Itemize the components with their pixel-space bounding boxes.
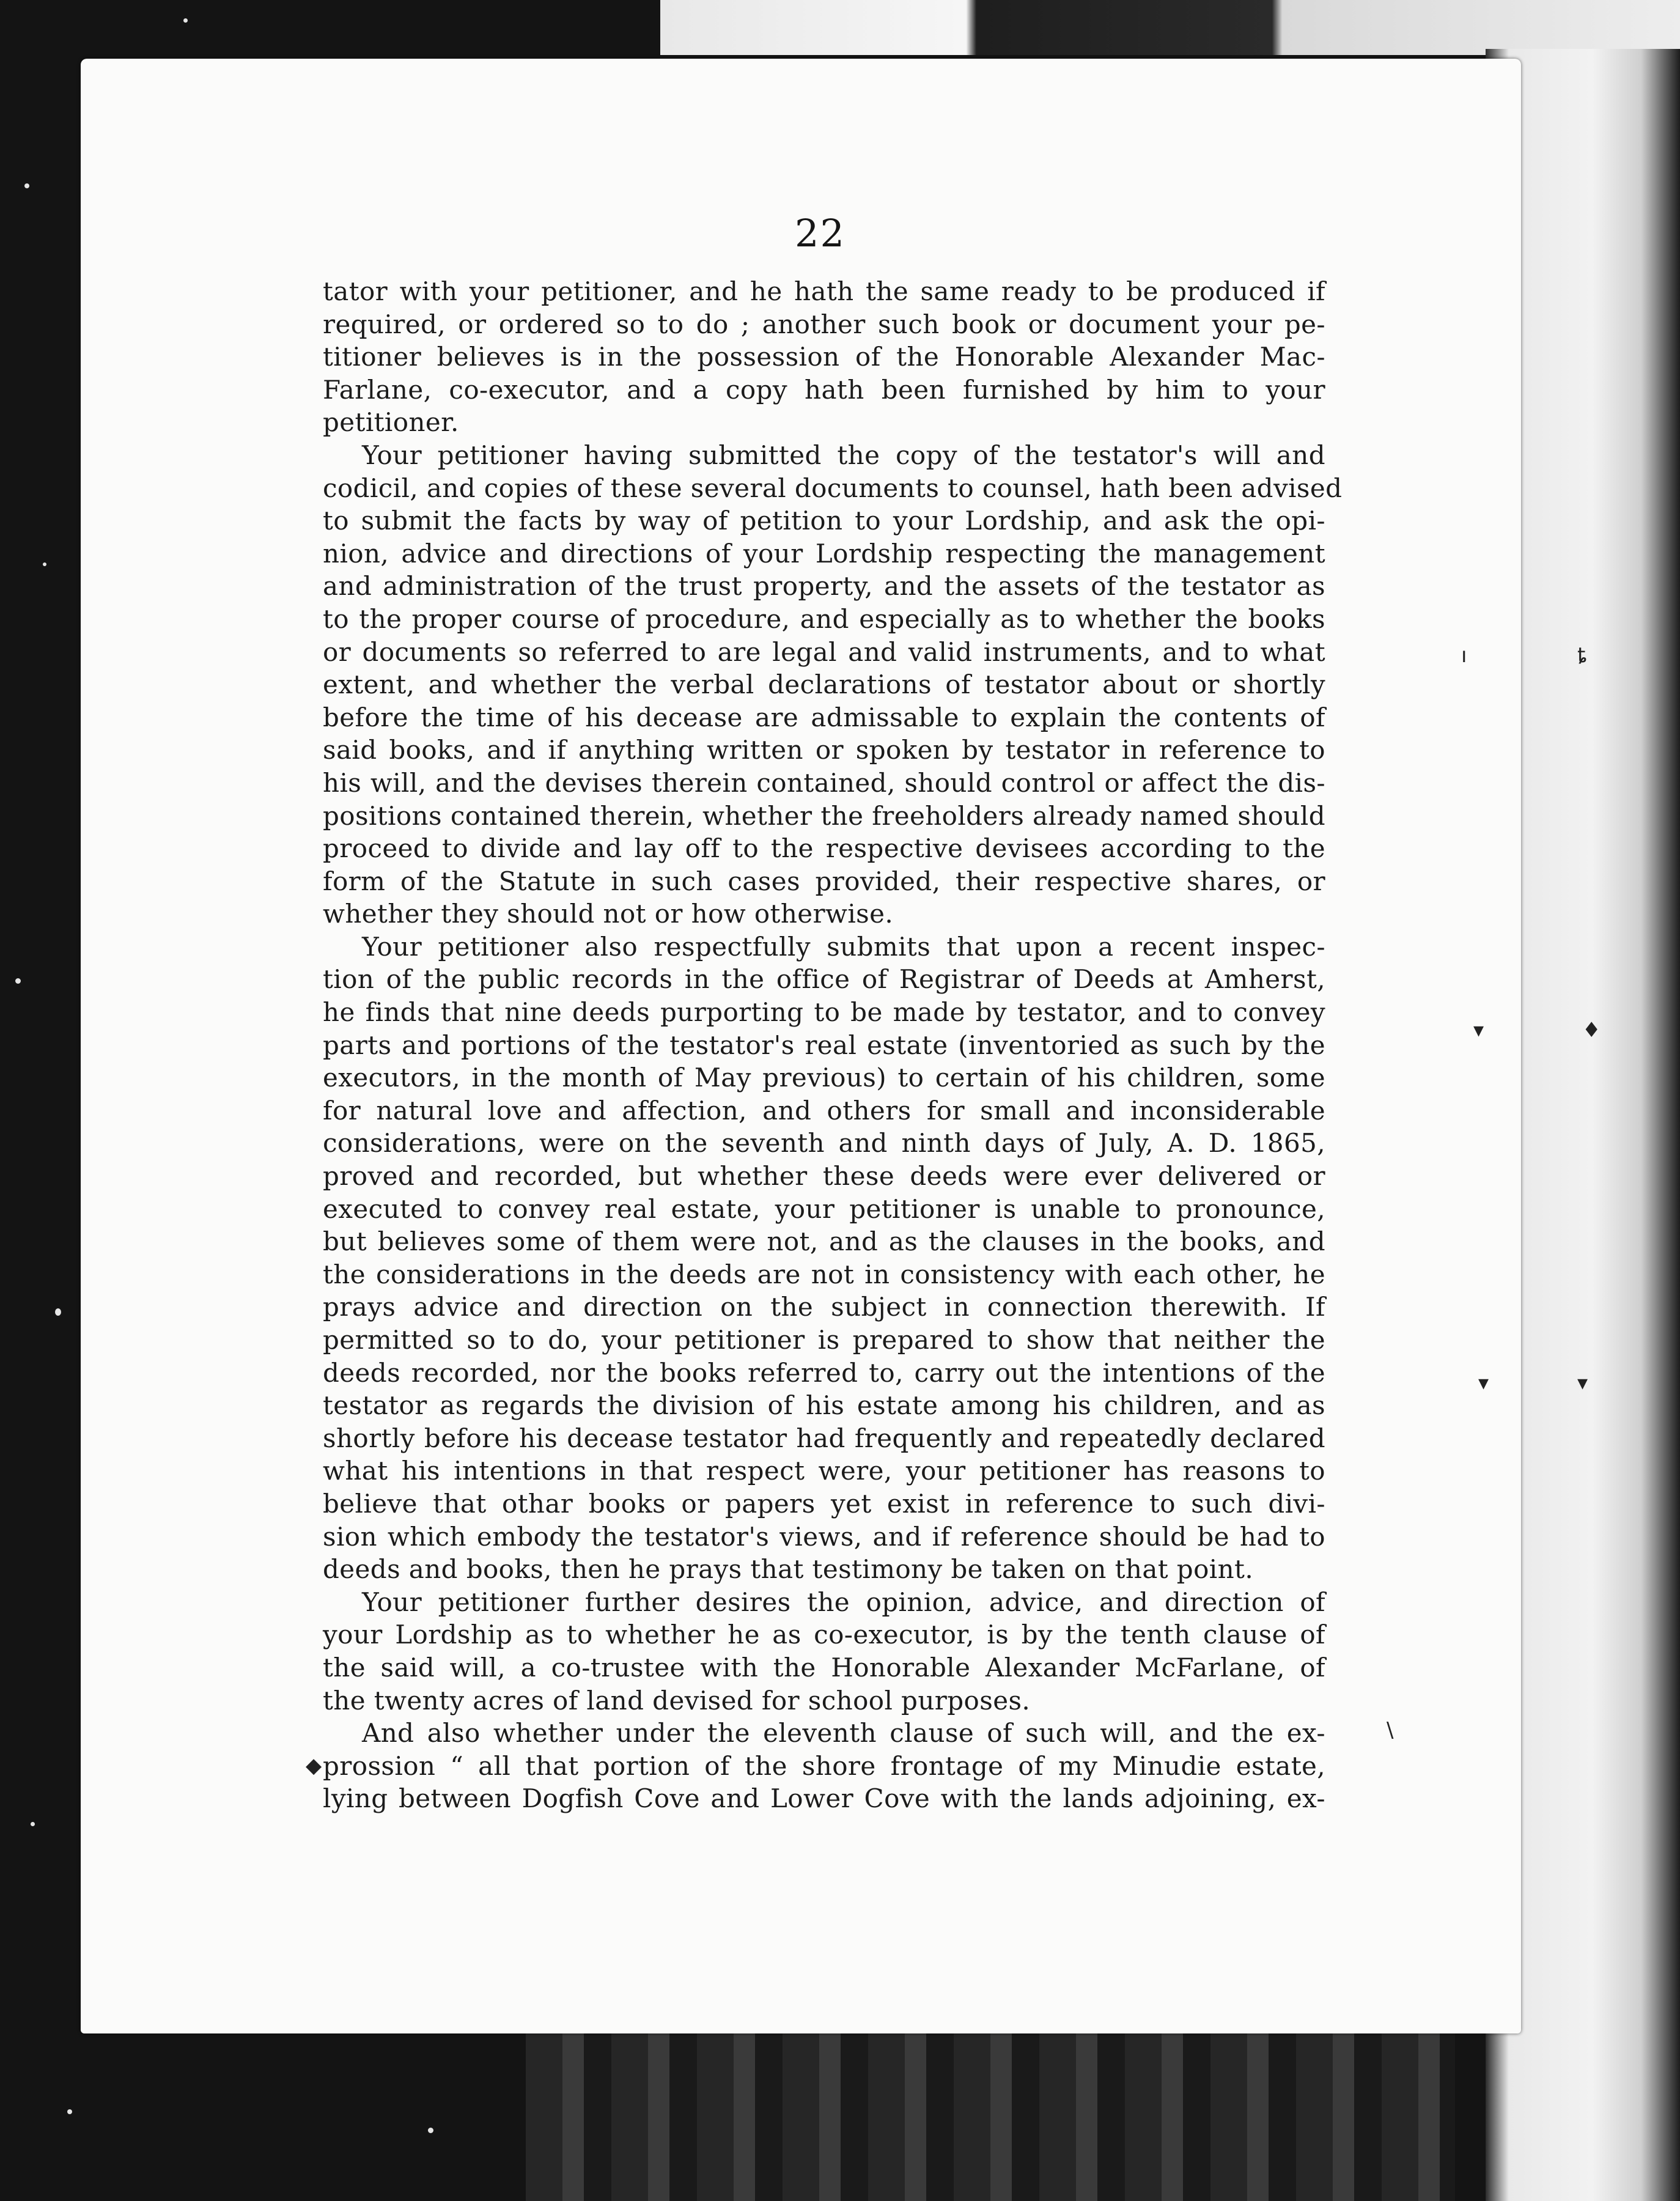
text-line: believe that othar books or papers yet exist in reference to such divi- [323, 1488, 1325, 1519]
text-line: deeds recorded, nor the books referred to, carry out the intentions of the [323, 1357, 1325, 1388]
text-line: required, or ordered so to do ; another such book or document your pe- [323, 309, 1325, 339]
text-line: to submit the facts by way of petition to your Lordship, and ask the opi- [323, 506, 1325, 536]
margin-mark: \ [1387, 1718, 1394, 1742]
text-line: Your petitioner having submitted the copy of the testator's will and [362, 440, 1325, 470]
film-speck [428, 2128, 433, 2133]
text-line: form of the Statute in such cases provided, their respective shares, or [323, 866, 1325, 896]
scan-background-bottom [526, 2018, 1455, 2201]
text-line: said books, and if anything written or spoken by testator in reference to [323, 735, 1325, 765]
text-line: extent, and whether the verbal declarations of testator about or shortly [323, 669, 1325, 700]
text-line: nion, advice and directions of your Lordship respecting the management [323, 538, 1325, 569]
text-line: testator as regards the division of his estate among his children, and as [323, 1390, 1325, 1421]
text-line: proved and recorded, but whether these deeds were ever delivered or [323, 1161, 1325, 1192]
text-line: permitted so to do, your petitioner is prepared to show that neither the [323, 1325, 1325, 1355]
film-speck [183, 18, 188, 23]
text-line: his will, and the devises therein contained, should control or affect the dis- [323, 767, 1325, 798]
text-line: tion of the public records in the office of Registrar of Deeds at Amherst, [323, 964, 1325, 995]
scan-background-top [660, 0, 1680, 55]
text-line: the twenty acres of land devised for school purposes. [323, 1685, 1031, 1716]
text-line: the considerations in the deeds are not in consistency with each other, he [323, 1259, 1325, 1289]
text-line: whether they should not or how otherwise. [323, 899, 894, 929]
text-line: Your petitioner further desires the opinion, advice, and direction of [362, 1587, 1325, 1617]
film-speck [31, 1822, 35, 1826]
text-line: prays advice and direction on the subject in connection therewith. If [323, 1292, 1325, 1322]
text-line: tator with your petitioner, and he hath the same ready to be produced if [323, 276, 1325, 306]
text-line: And also whether under the eleventh clause of such will, and the ex- [362, 1718, 1325, 1749]
text-line: to the proper course of procedure, and especially as to whether the books [323, 603, 1325, 634]
text-line: executed to convey real estate, your petitioner is unable to pronounce, [323, 1193, 1325, 1224]
margin-mark: ı [1461, 643, 1467, 668]
text-line: titioner believes is in the possession of the Honorable Alexander Mac- [323, 342, 1325, 372]
text-line: parts and portions of the testator's real estate (inventoried as such by the [323, 1030, 1325, 1060]
margin-mark: ♦ [1582, 1018, 1601, 1042]
text-line: for natural love and affection, and others for small and inconsiderable [323, 1095, 1325, 1126]
margin-mark: ȶ [1577, 643, 1588, 668]
text-line: proceed to divide and lay off to the respective devisees according to the [323, 833, 1325, 864]
text-line: petitioner. [323, 407, 459, 438]
text-line: your Lordship as to whether he as co-executor, is by the tenth clause of [323, 1620, 1325, 1650]
text-line: but believes some of them were not, and as the clauses in the books, and [323, 1226, 1325, 1257]
text-line: prossion “ all that portion of the shore frontage of my Minudie estate, [323, 1750, 1325, 1781]
text-line: deeds and books, then he prays that testimony be taken on that point. [323, 1554, 1254, 1585]
film-speck [55, 1308, 61, 1316]
film-speck [67, 2109, 72, 2114]
text-line: or documents so referred to are legal and valid instruments, and to what [323, 636, 1325, 667]
margin-mark: ▾ [1577, 1371, 1588, 1395]
text-line: shortly before his decease testator had frequently and repeatedly declared [323, 1423, 1325, 1453]
text-line: Your petitioner also respectfully submits that upon a recent inspec- [362, 931, 1325, 962]
text-line: the said will, a co-trustee with the Honorable Alexander McFarlane, of [323, 1652, 1325, 1683]
film-speck [15, 978, 21, 984]
margin-mark: ▾ [1473, 1018, 1484, 1042]
page-number: 22 [795, 211, 846, 256]
text-line: Farlane, co-executor, and a copy hath been furnished by him to your [323, 374, 1325, 405]
text-line: positions contained therein, whether the freeholders already named should [323, 800, 1325, 831]
text-line: considerations, were on the seventh and ninth days of July, A. D. 1865, [323, 1128, 1325, 1159]
film-speck [43, 562, 46, 566]
text-line: executors, in the month of May previous) to certain of his children, some [323, 1063, 1325, 1093]
body-text [323, 275, 1343, 1815]
text-line: and administration of the trust property, and the assets of the testator as [323, 571, 1325, 602]
margin-mark: ◆ [306, 1753, 322, 1778]
margin-mark: ▾ [1478, 1371, 1489, 1395]
text-line: he finds that nine deeds purporting to be made by testator, and to convey [323, 997, 1325, 1028]
text-line: what his intentions in that respect were, your petitioner has reasons to [323, 1456, 1325, 1486]
film-speck [24, 183, 29, 188]
text-line: codicil, and copies of these several documents to counsel, hath been advised [323, 473, 1343, 503]
text-line: before the time of his decease are admissable to explain the contents of [323, 702, 1325, 732]
text-line: sion which embody the testator's views, and if reference should be had to [323, 1521, 1325, 1552]
text-line: lying between Dogfish Cove and Lower Cove with the lands adjoining, ex- [323, 1783, 1325, 1814]
